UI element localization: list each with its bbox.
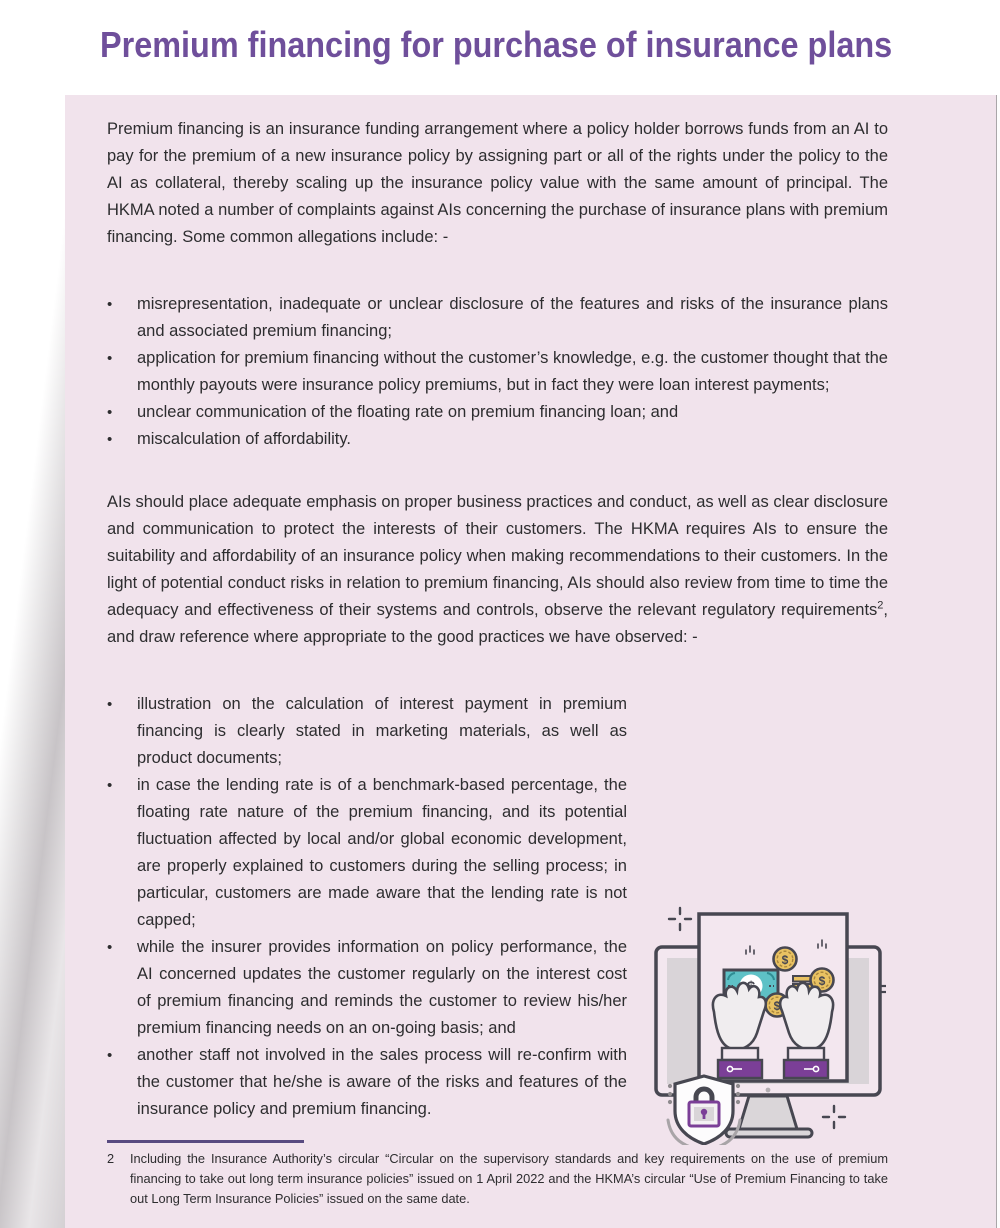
screen-card [699, 914, 847, 1081]
coin-icon [774, 948, 797, 971]
dollar-sign: $ [781, 953, 789, 967]
bullet-icon: • [107, 1047, 113, 1064]
paragraph-text: AIs should place adequate emphasis on proper business practices and conduct, as well as clear disclosure and communication to protect the interests of their customers. The HKMA requires AIs to ensure the suitability and affordability of an insurance policy when making recommendations to their customers. In the light of potential conduct risks in relation to premium financing, AIs should also review from time to time the adequacy and effectiveness of their systems and controls, observe the relevant regulatory requirements [107, 493, 888, 619]
footnote-divider [107, 1140, 304, 1143]
footnote-text: Including the Insurance Authority’s circular “Circular on the supervisory standards and key requirements on the use of premium financing to take out long term insurance policies” issued on 1 April 2022 and the HKMA’s circular “Use of Premium Financing to take out Long Term Insurance Policies” issued on the same date. [130, 1151, 888, 1206]
bullet-icon: • [107, 296, 113, 313]
list-item-text: while the insurer provides information on policy performance, the AI concerned updates the customer regularly on the interest cost of premium financing and reminds the customer to review his/her premium financing needs on an on-going basis; and [137, 938, 627, 1037]
bullet-icon: • [107, 350, 113, 367]
hand-left-icon [713, 983, 766, 1078]
list-item [107, 691, 888, 772]
bullet-icon: • [107, 696, 113, 713]
list-item-text: unclear communication of the floating rate on premium financing loan; and [137, 403, 679, 421]
premium-financing-illustration [650, 900, 900, 1145]
page-curl-shadow [0, 118, 65, 1228]
footnote-number: 2 [107, 1151, 115, 1166]
list-item-text: misrepresentation, inadequate or unclear disclosure of the features and risks of the insurance plans and associated premium financing; [137, 295, 888, 340]
page-title: Premium financing for purchase of insurance plans [100, 24, 893, 66]
list-item [107, 291, 888, 345]
monitor-button [766, 1088, 771, 1093]
footnote-ref: 2 [877, 599, 884, 612]
monitor-stand [739, 1096, 797, 1129]
list-item-text: miscalculation of affordability. [137, 430, 351, 448]
list-item-text: in case the lending rate is of a benchmark-based percentage, the floating rate nature of the premium financing, and its potential fluctuation affected by local and/or global economic development, are properly explained to customers during the selling process; in particular, customers are made aware that the lending rate is not capped; [137, 776, 627, 929]
page-edge [996, 95, 1000, 1228]
bullet-icon: • [107, 777, 113, 794]
list-item-text: application for premium financing without the customer’s knowledge, e.g. the customer thought that the monthly payouts were insurance policy premiums, but in fact they were loan interest payments; [137, 349, 888, 394]
dollar-sign: $ [818, 974, 826, 988]
allegations-list [107, 291, 888, 453]
practices-intro-paragraph [107, 489, 888, 651]
bullet-icon: • [107, 404, 113, 421]
list-item-text: another staff not involved in the sales process will re-confirm with the customer that he/she is aware of the risks and features of the insurance policy and premium financing. [137, 1046, 627, 1118]
dollar-sign: $ [773, 999, 781, 1013]
hand-right-icon [780, 983, 833, 1078]
sparkle-icon [823, 1106, 845, 1128]
list-item [107, 426, 888, 453]
sparkle-icon [669, 908, 691, 930]
footnote [107, 1149, 888, 1209]
list-item [107, 345, 888, 399]
paragraph-text: , and draw reference where appropriate to the good practices we have observed: - [107, 601, 888, 646]
intro-paragraph: Premium financing is an insurance funding arrangement where a policy holder borrows funds from an AI to pay for the premium of a new insurance policy by assigning part or all of the rights under the policy to the AI as collateral, thereby scaling up the insurance policy value with the same amount of principal. The HKMA noted a number of complaints against AIs concerning the purchase of insurance plans with premium financing. Some common allegations include: - [107, 120, 888, 246]
bullet-icon: • [107, 431, 113, 448]
bullet-icon: • [107, 939, 113, 956]
list-item-text: illustration on the calculation of interest payment in premium financing is clearly stated in marketing materials, as well as product documents; [137, 695, 627, 767]
list-item [107, 399, 888, 426]
